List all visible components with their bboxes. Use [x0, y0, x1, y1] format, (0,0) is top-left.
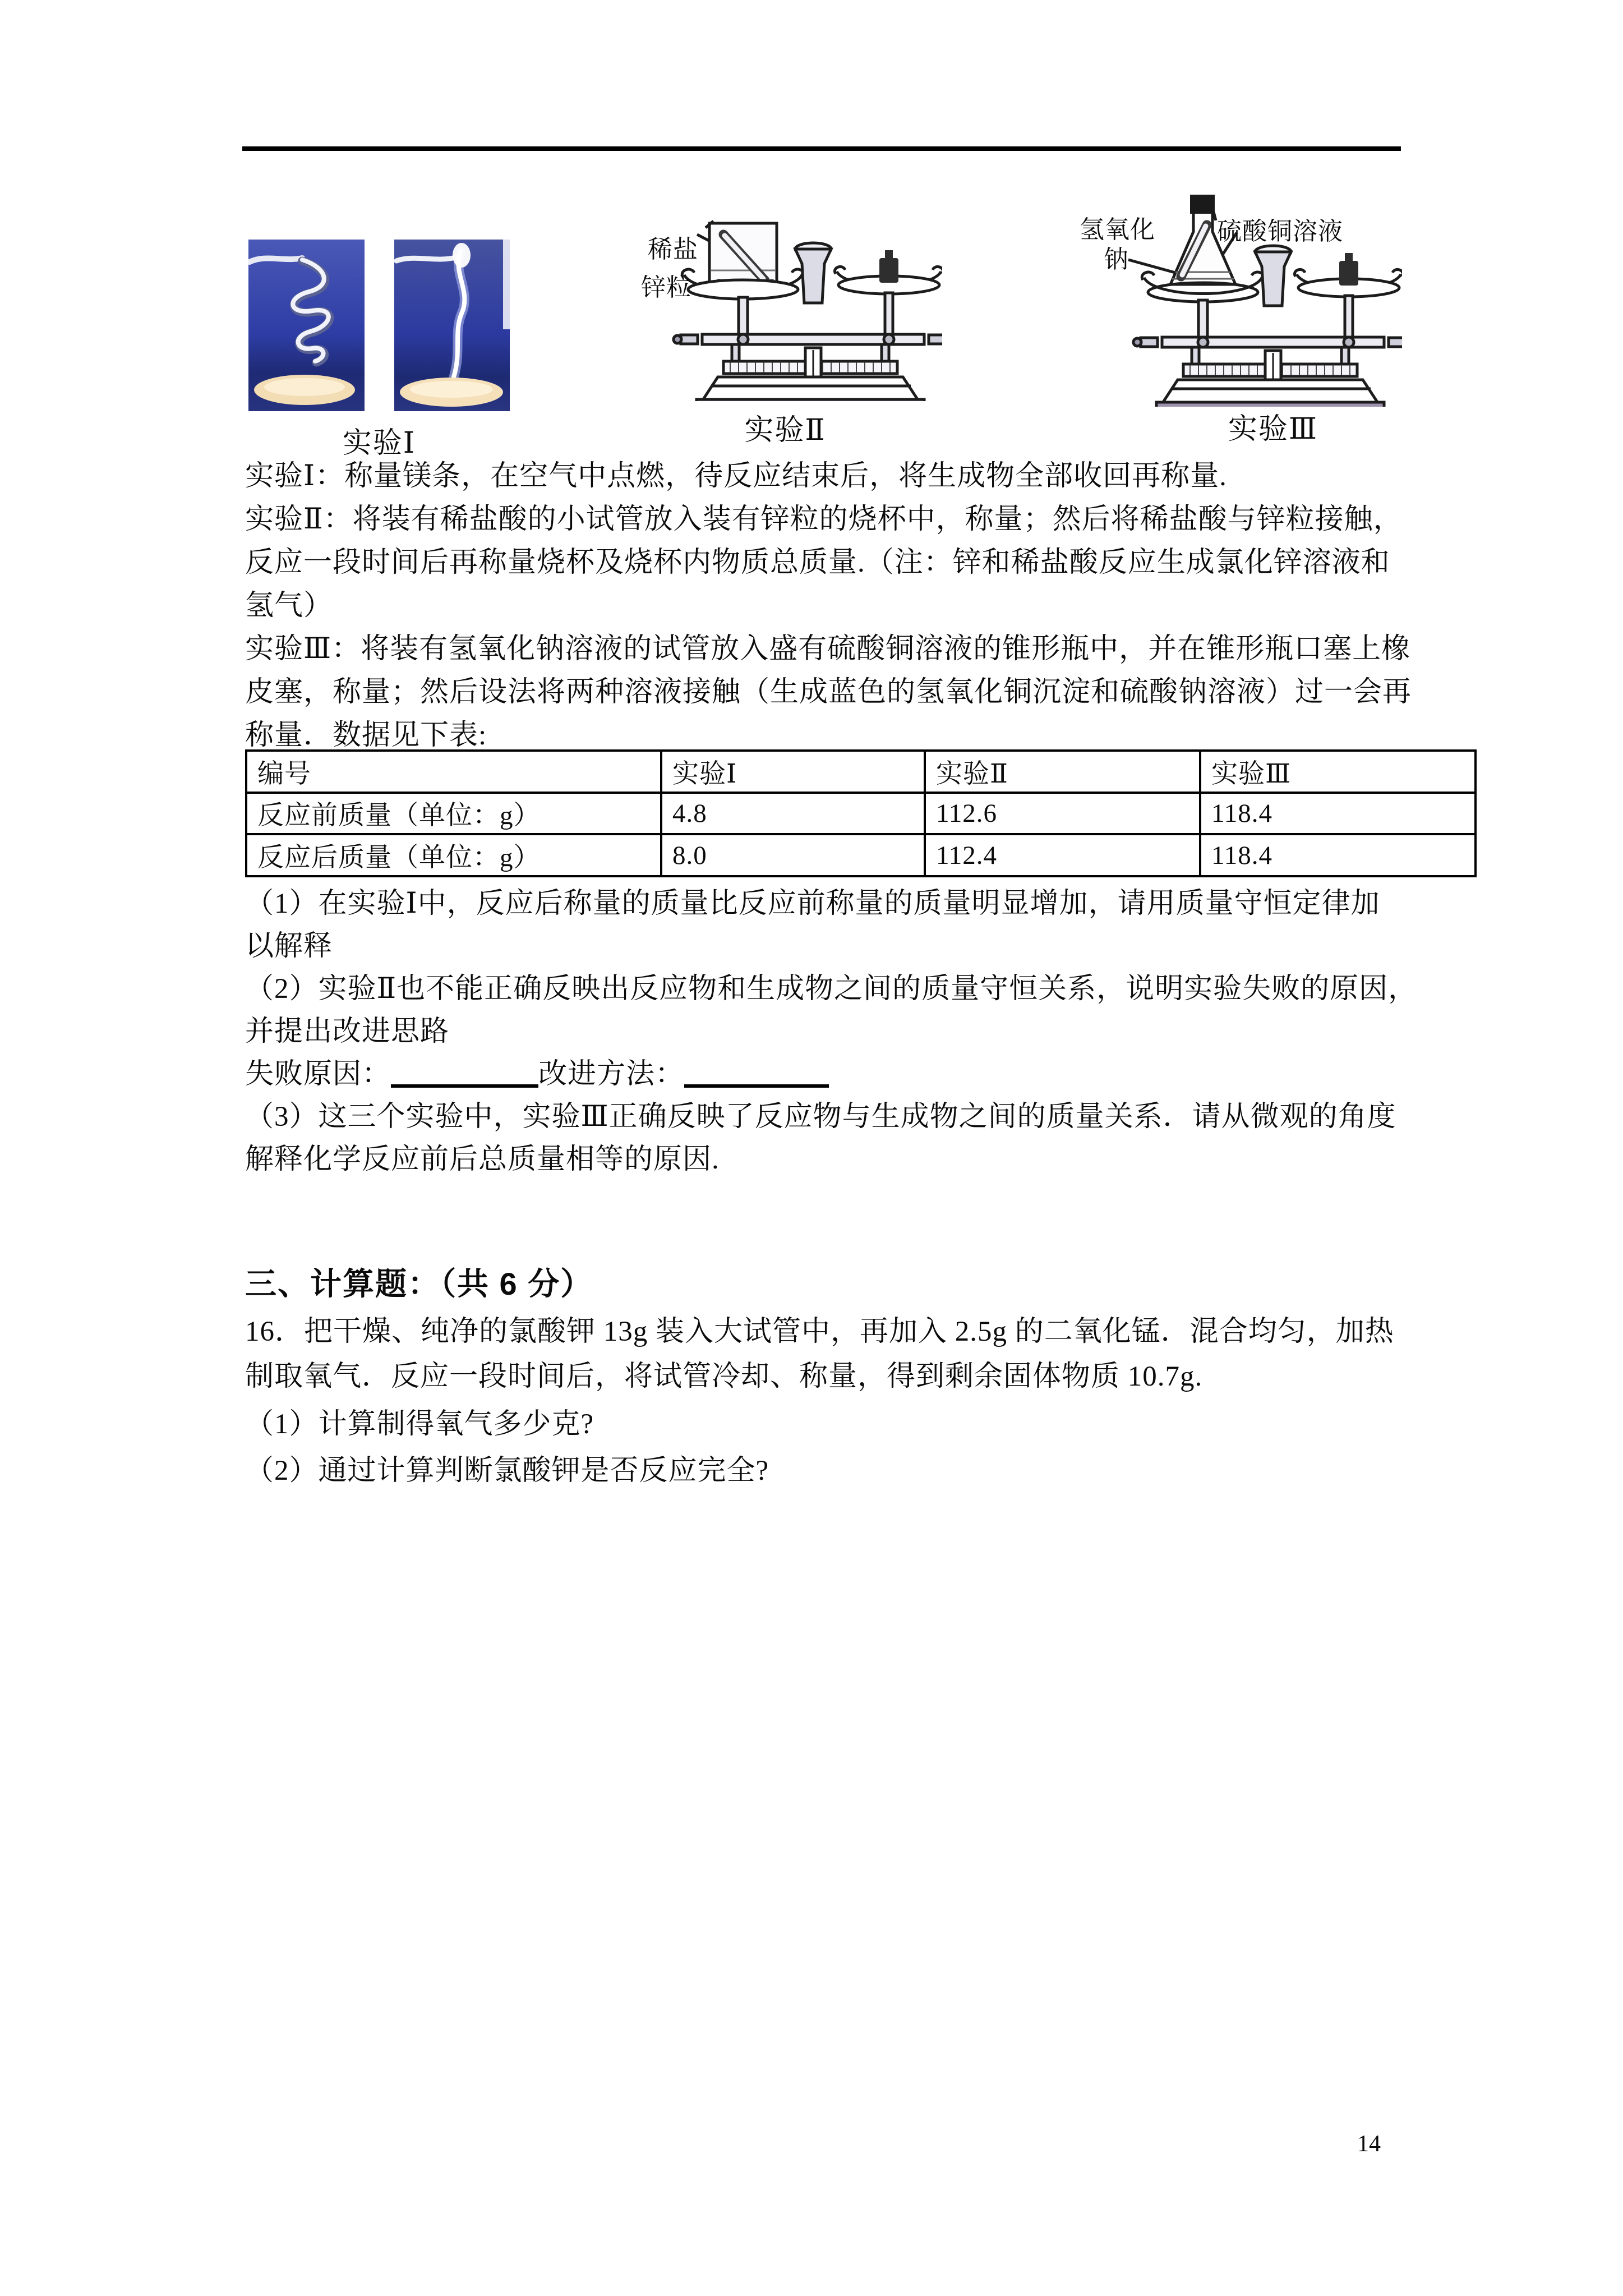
table-cell-value: 8.0: [661, 834, 925, 876]
exp2-label-dilute-acid: 稀盐: [648, 236, 698, 263]
table-header-row: [246, 751, 1476, 793]
exp2-description-line3: 氢气）: [245, 590, 333, 622]
table-cell-label: 反应后质量（单位：g）: [246, 834, 661, 876]
exp2-caption: 实验Ⅱ: [744, 415, 826, 447]
question3-line2: 解释化学反应前后总质量相等的原因.: [245, 1144, 720, 1175]
table-row-before-mass: [246, 793, 1476, 835]
table-cell-value: 118.4: [1200, 793, 1476, 835]
fail-reason-label: 失败原因：: [245, 1059, 391, 1090]
exp2-label-zinc-granules: 锌粒: [641, 274, 691, 301]
improve-method-label: 改进方法：: [538, 1059, 685, 1090]
exp1-description-line: 实验Ⅰ：称量镁条，在空气中点燃，待反应结束后，将生成物全部收回再称量.: [245, 461, 1227, 492]
experiment-data-table: [245, 749, 1477, 877]
question16-sub2: （2）通过计算判断氯酸钾是否反应完全?: [245, 1455, 769, 1487]
section3-heading: 三、计算题：（共 6 分）: [245, 1266, 593, 1301]
question16-line2: 制取氧气．反应一段时间后，将试管冷却、称量，得到剩余固体物质 10.7g.: [245, 1361, 1203, 1392]
question16-sub1: （1）计算制得氧气多少克?: [245, 1409, 594, 1440]
table-header-exp3: 实验Ⅲ: [1200, 751, 1476, 793]
exp3-label-naoh-line2: 钠: [1104, 246, 1129, 273]
table-cell-value: 118.4: [1200, 834, 1476, 876]
question2-line1: （2）实验Ⅱ也不能正确反映出反应物和生成物之间的质量守恒关系，说明实验失败的原因，: [245, 973, 1418, 1005]
table-header-exp2: 实验Ⅱ: [925, 751, 1200, 793]
question16-line1: 16．把干燥、纯净的氯酸钾 13g 装入大试管中，再加入 2.5g 的二氧化锰．混合均匀，加热: [245, 1316, 1394, 1347]
magnesium-burning-photo-after: [394, 240, 510, 411]
exp3-label-naoh-line1: 氢氧化: [1080, 216, 1155, 243]
table-row-after-mass: [246, 834, 1476, 876]
exp3-description-line3: 称量．数据见下表:: [245, 720, 487, 751]
table-cell-value: 112.6: [925, 793, 1200, 835]
exp3-caption: 实验Ⅲ: [1228, 413, 1318, 445]
exp3-description-line1: 实验Ⅲ：将装有氢氧化钠溶液的试管放入盛有硫酸铜溶液的锥形瓶中，并在锥形瓶口塞上橡: [245, 633, 1411, 665]
table-cell-label: 反应前质量（单位：g）: [246, 793, 661, 835]
magnesium-burning-graphic: [394, 240, 510, 411]
exp2-description-line2: 反应一段时间后再称量烧杯及烧杯内物质总质量.（注：锌和稀盐酸反应生成氯化锌溶液和: [245, 547, 1390, 578]
table-cell-value: 4.8: [661, 793, 925, 835]
table-cell-value: 112.4: [925, 834, 1200, 876]
question2-blanks-line: [245, 1058, 829, 1091]
magnesium-ribbon-graphic: [248, 240, 365, 411]
page-number: 14: [1357, 2131, 1381, 2157]
table-header-id: 编号: [246, 751, 661, 793]
header-rule: [242, 146, 1401, 151]
table-header-exp1: 实验Ⅰ: [661, 751, 925, 793]
question2-line2: 并提出改进思路: [245, 1016, 450, 1047]
improve-method-blank: [684, 1060, 829, 1088]
exp2-description-line1: 实验Ⅱ：将装有稀盐酸的小试管放入装有锌粒的烧杯中，称量；然后将稀盐酸与锌粒接触，: [245, 504, 1403, 535]
exp1-caption: 实验Ⅰ: [342, 427, 416, 459]
question3-line1: （3）这三个实验中，实验Ⅲ正确反映了反应物与生成物之间的质量关系．请从微观的角度: [245, 1101, 1396, 1133]
exp3-label-cuso4: 硫酸铜溶液: [1217, 218, 1343, 245]
magnesium-ribbon-photo-before: [248, 240, 365, 411]
question1-line2: 以解释: [245, 931, 333, 962]
question1-line1: （1）在实验Ⅰ中，反应后称量的质量比反应前称量的质量明显增加，请用质量守恒定律加: [245, 888, 1380, 919]
exp3-description-line2: 皮塞，称量；然后设法将两种溶液接触（生成蓝色的氢氧化铜沉淀和硫酸钠溶液）过一会再: [245, 677, 1412, 708]
fail-reason-blank: [391, 1060, 538, 1088]
